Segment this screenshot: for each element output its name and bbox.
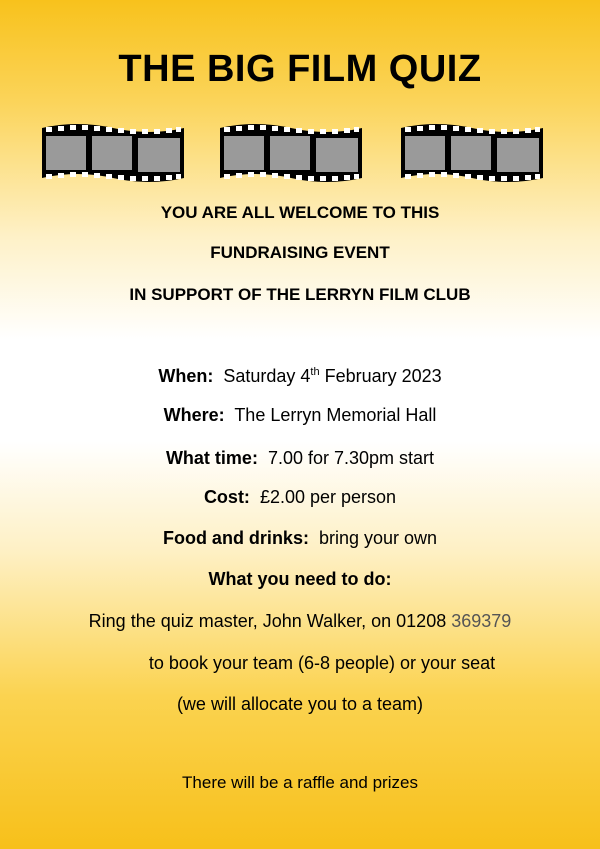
film-strip-icon [42,122,184,184]
time-label: What time: [165,448,258,468]
cost-label: Cost: [203,487,250,507]
when-label: When: [158,366,214,386]
todo-label: What you need to do: [208,569,392,589]
book-line: to book your team (6-8 people) or your seat [148,653,496,673]
phone-number[interactable]: 369379 [451,611,512,631]
time-line [0,448,600,469]
film-strip-icon [220,122,362,184]
time-value: 7.00 for 7.30pm start [267,448,435,468]
food-label: Food and drinks: [162,528,309,548]
where-value: The Lerryn Memorial Hall [234,405,437,425]
when-value: Saturday 4th February 2023 [223,366,442,386]
food-value: bring your own [318,528,438,548]
cost-line [0,487,600,508]
cost-value: £2.00 per person [259,487,397,507]
welcome-line-1: YOU ARE ALL WELCOME TO THIS [160,203,440,222]
when-line [0,366,600,387]
film-strip-icon [401,122,543,184]
poster-title: THE BIG FILM QUIZ [118,48,482,90]
welcome-line-2: FUNDRAISING EVENT [210,243,390,262]
allocate-line: (we will allocate you to a team) [176,694,424,714]
food-line [0,528,600,549]
raffle-note: There will be a raffle and prizes [182,773,418,792]
where-label: Where: [163,405,225,425]
welcome-line-3: IN SUPPORT OF THE LERRYN FILM CLUB [129,285,471,304]
where-line [0,405,600,426]
ring-text: Ring the quiz master, John Walker, on 01208 [88,611,447,631]
todo-line [0,569,600,590]
ring-line [0,611,600,632]
